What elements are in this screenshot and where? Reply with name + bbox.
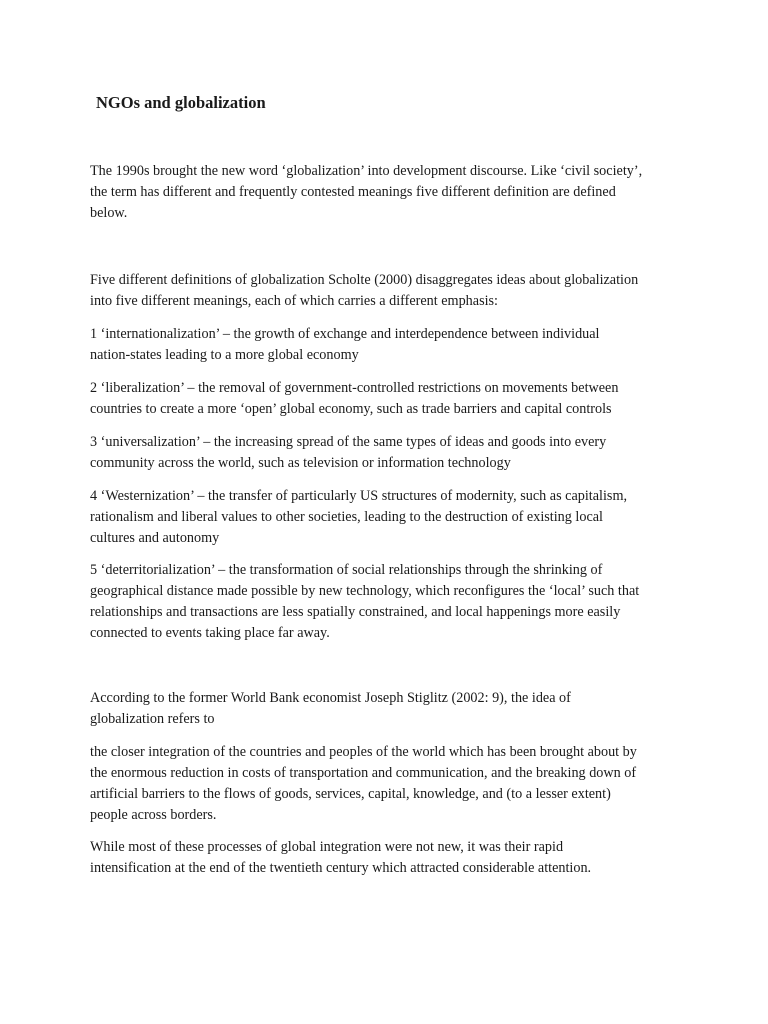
text-line: globalization refers to bbox=[90, 711, 215, 727]
paragraph-stiglitz-intro bbox=[90, 688, 690, 730]
text-line: Five different definitions of globalization Scholte (2000) disaggregates ideas about globalization bbox=[90, 272, 639, 288]
text-line: connected to events taking place far away. bbox=[90, 625, 330, 641]
definition-deterritorialization bbox=[90, 560, 690, 644]
text-line: 5 ‘deterritorialization’ – the transformation of social relationships through the shrinking of bbox=[90, 562, 603, 578]
text-line: intensification at the end of the twentieth century which attracted considerable attention. bbox=[90, 860, 592, 876]
definition-universalization bbox=[90, 432, 690, 474]
text-line: 2 ‘liberalization’ – the removal of government-controlled restrictions on movements between bbox=[90, 380, 619, 396]
text-line: The 1990s brought the new word ‘globalization’ into development discourse. Like ‘civil society’, bbox=[90, 163, 643, 179]
text-line: people across borders. bbox=[90, 807, 217, 823]
page-title: NGOs and globalization bbox=[96, 93, 266, 112]
paragraph-conclusion bbox=[90, 837, 690, 879]
text-line: countries to create a more ‘open’ global economy, such as trade barriers and capital controls bbox=[90, 401, 612, 417]
text-line: artificial barriers to the flows of goods, services, capital, knowledge, and (to a lesser extent) bbox=[90, 786, 611, 802]
text-line: into five different meanings, each of which carries a different emphasis: bbox=[90, 293, 499, 309]
text-line: While most of these processes of global integration were not new, it was their rapid bbox=[90, 839, 564, 855]
definition-westernization bbox=[90, 486, 690, 549]
text-line: rationalism and liberal values to other societies, leading to the destruction of existing local bbox=[90, 509, 603, 525]
text-line: 3 ‘universalization’ – the increasing spread of the same types of ideas and goods into every bbox=[90, 434, 607, 450]
text-line: nation-states leading to a more global economy bbox=[90, 347, 359, 363]
paragraph-intro bbox=[90, 161, 690, 224]
definition-internationalization bbox=[90, 324, 690, 366]
text-line: geographical distance made possible by new technology, which reconfigures the ‘local’ such that bbox=[90, 583, 640, 599]
text-line: relationships and transactions are less spatially constrained, and local happenings more easily bbox=[90, 604, 621, 620]
paragraph-definitions-intro bbox=[90, 270, 690, 312]
text-line: the enormous reduction in costs of transportation and communication, and the breaking down of bbox=[90, 765, 637, 781]
text-line: the term has different and frequently contested meanings five different definition are defined bbox=[90, 184, 616, 200]
text-line: 4 ‘Westernization’ – the transfer of particularly US structures of modernity, such as capitalism, bbox=[90, 488, 628, 504]
text-line: below. bbox=[90, 205, 128, 221]
text-line: community across the world, such as television or information technology bbox=[90, 455, 511, 471]
definition-liberalization bbox=[90, 378, 690, 420]
text-line: cultures and autonomy bbox=[90, 530, 220, 546]
text-line: According to the former World Bank economist Joseph Stiglitz (2002: 9), the idea of bbox=[90, 690, 571, 706]
text-line: the closer integration of the countries and peoples of the world which has been brought about by bbox=[90, 744, 637, 760]
paragraph-stiglitz-quote bbox=[90, 742, 690, 826]
text-line: 1 ‘internationalization’ – the growth of exchange and interdependence between individual bbox=[90, 326, 600, 342]
